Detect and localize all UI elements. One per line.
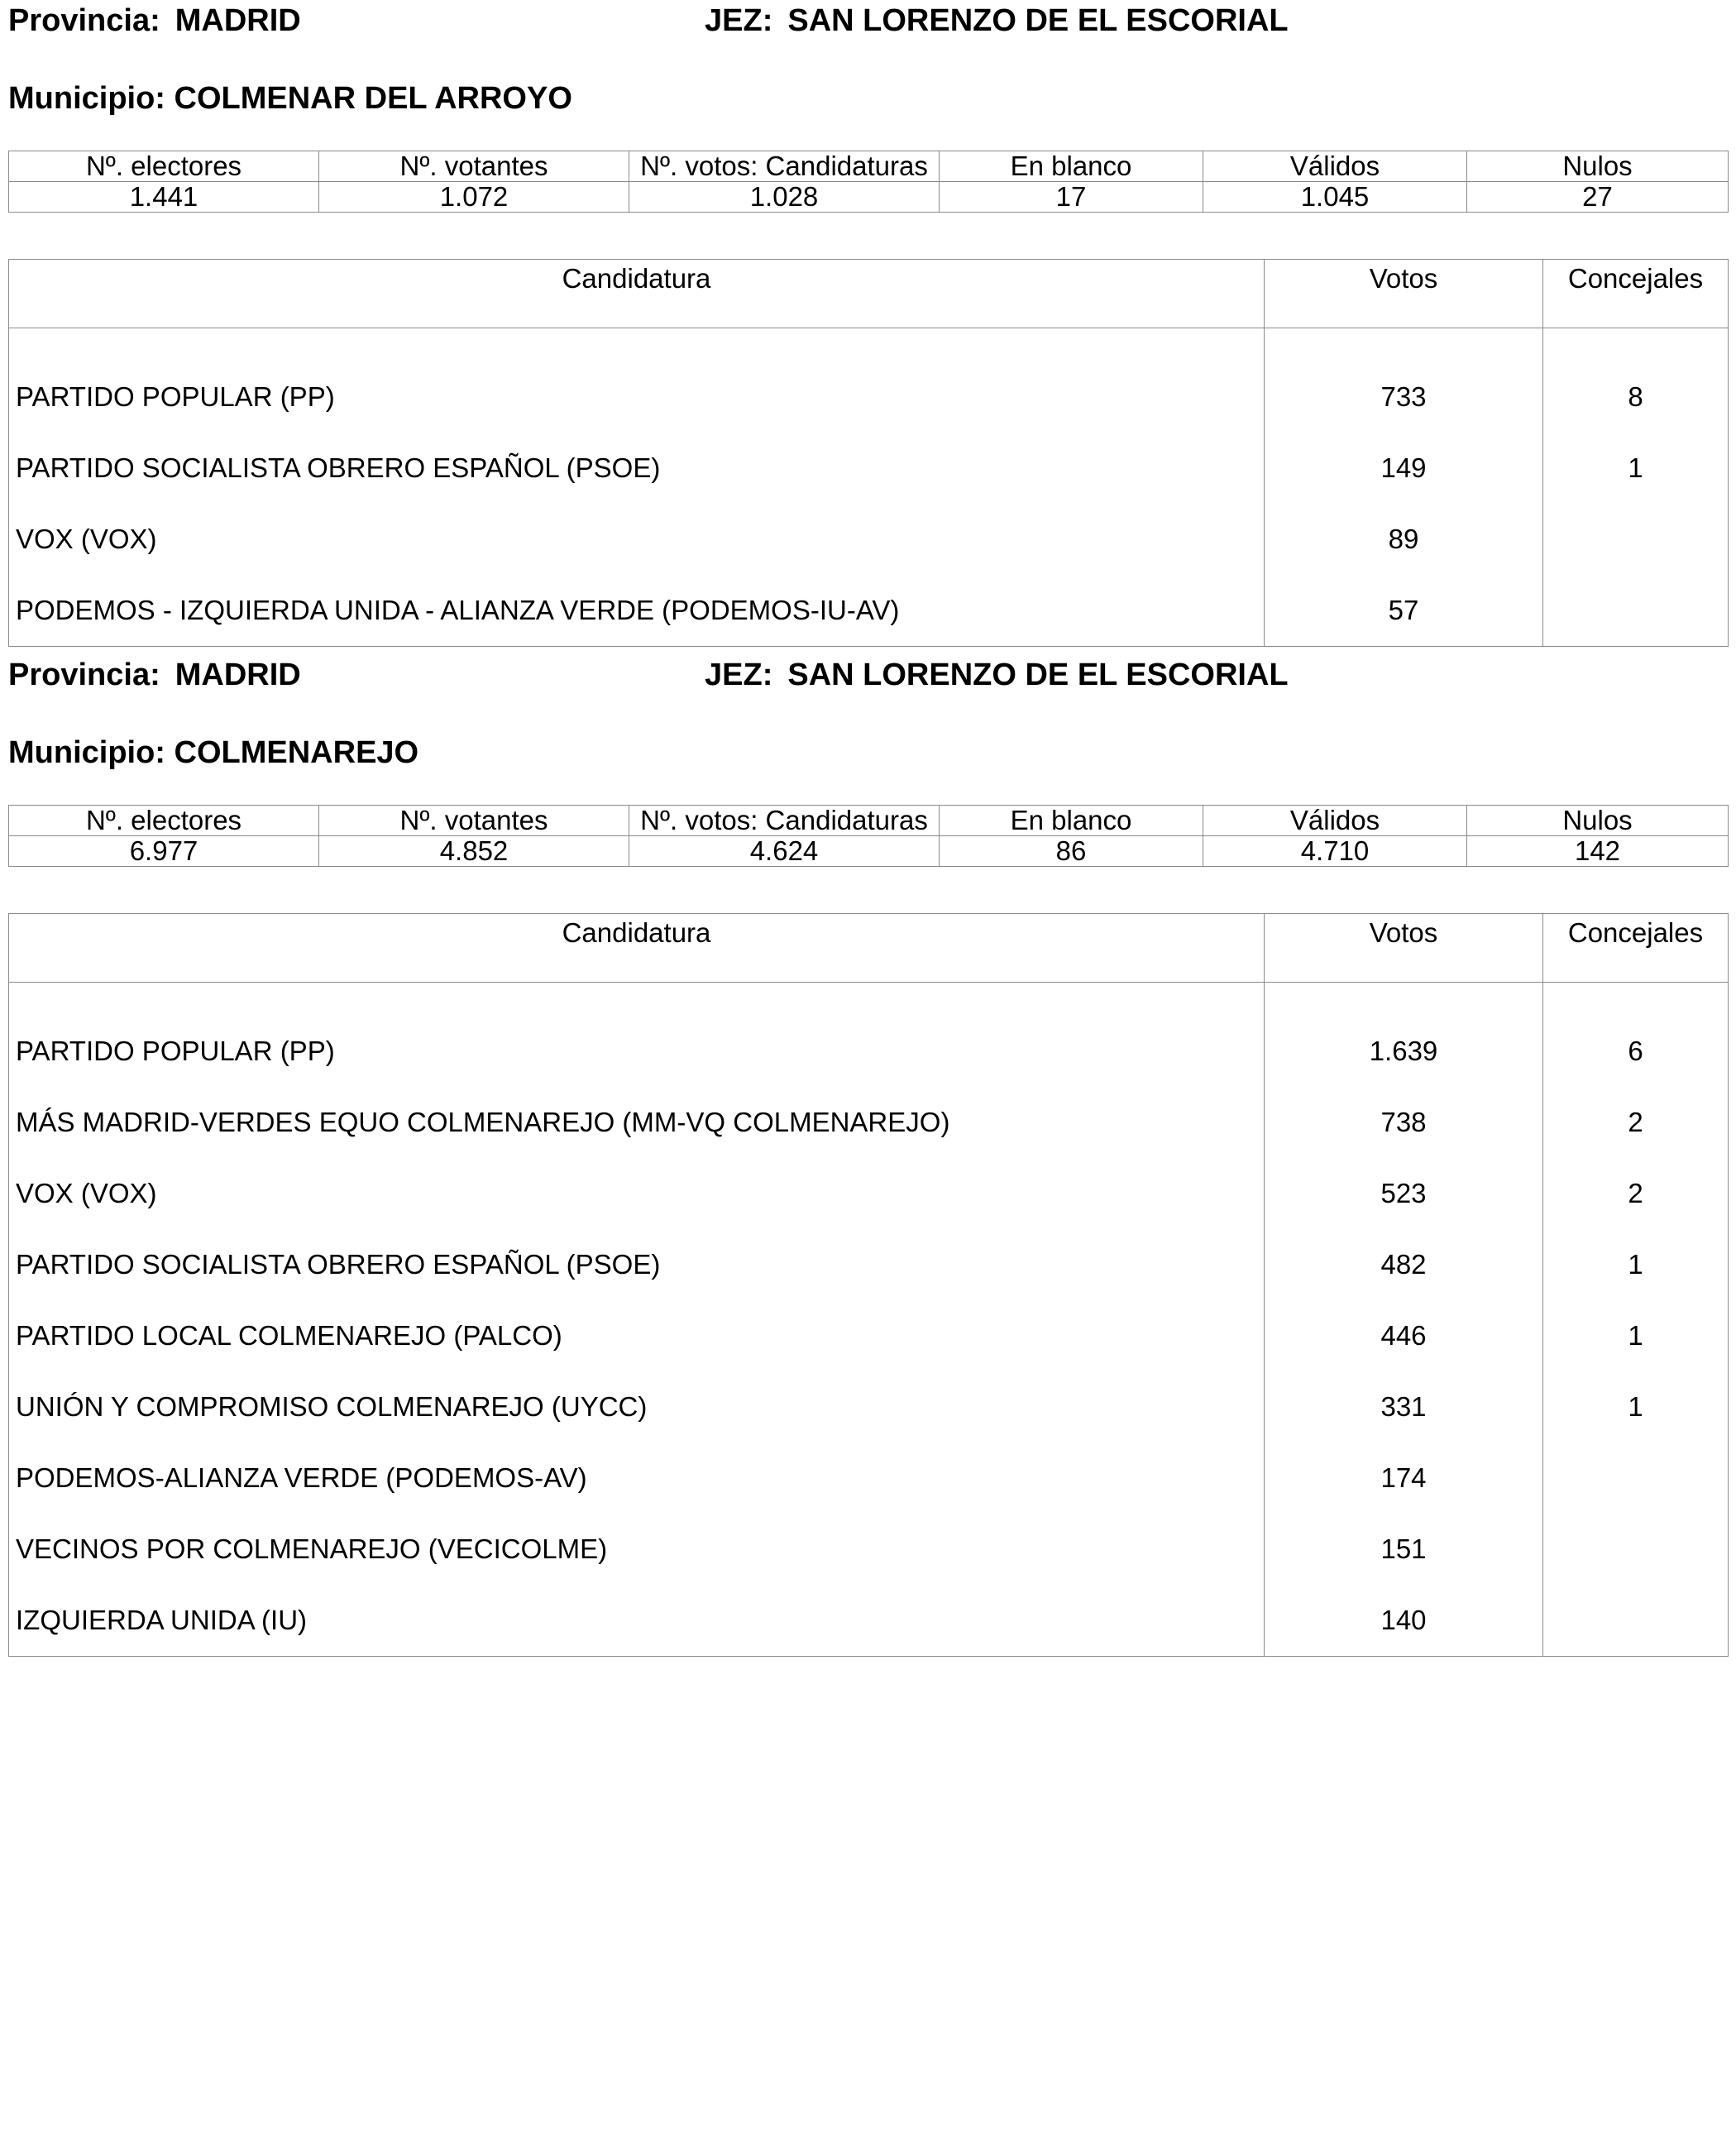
concejales-value: 1 [1628,1249,1643,1280]
candidatura-name: VECINOS POR COLMENAREJO (VECICOLME) [9,1514,1265,1585]
candidatura-name: PARTIDO POPULAR (PP) [9,328,1265,433]
table-row [9,1514,1729,1585]
summary-header-nulos: Nulos [1467,151,1729,182]
candidatura-name: PARTIDO POPULAR (PP) [9,983,1265,1088]
concejales-value: 1 [1628,1320,1643,1351]
summary-value-row [9,836,1729,867]
candidatura-name: PARTIDO SOCIALISTA OBRERO ESPAÑOL (PSOE) [9,1229,1265,1300]
results-header-votos: Votos [1265,914,1543,983]
summary-header-electores: Nº. electores [9,806,319,836]
candidatura-name: VOX (VOX) [9,504,1265,575]
summary-value-nulos: 27 [1467,182,1729,213]
jez-heading [705,659,1289,691]
votos-value: 149 [1265,433,1543,504]
results-header-concejales: Concejales [1543,260,1729,328]
table-row [9,575,1729,647]
results-header-candidatura: Candidatura [9,914,1265,983]
provincia-label: Provincia: [8,658,160,692]
table-row [9,1371,1729,1443]
candidatura-name: VOX (VOX) [9,1158,1265,1229]
votos-value: 140 [1265,1585,1543,1657]
summary-value-electores: 6.977 [9,836,319,867]
summary-header-validos: Válidos [1203,151,1467,182]
candidatura-name: PARTIDO SOCIALISTA OBRERO ESPAÑOL (PSOE) [9,433,1265,504]
concejales-value [1543,504,1729,575]
summary-header-row [9,806,1729,836]
concejales-value [1543,1443,1729,1514]
provincia-value: MADRID [175,658,301,692]
summary-value-electores: 1.441 [9,182,319,213]
summary-value-nulos: 142 [1467,836,1729,867]
municipio-value: COLMENAR DEL ARROYO [174,81,572,116]
results-header-concejales: Concejales [1543,914,1729,983]
candidatura-name: PODEMOS-ALIANZA VERDE (PODEMOS-AV) [9,1443,1265,1514]
concejales-value: 1 [1628,452,1643,483]
municipio-heading [8,83,572,114]
summary-table [8,151,1729,213]
summary-header-votantes: Nº. votantes [319,806,629,836]
votos-value: 331 [1265,1371,1543,1443]
concejales-value: 8 [1628,381,1643,412]
concejales-value: 2 [1628,1107,1643,1137]
concejales-value [1543,575,1729,647]
jez-value: SAN LORENZO DE EL ESCORIAL [787,3,1289,38]
provincia-heading [8,5,301,36]
candidatura-name: PARTIDO LOCAL COLMENAREJO (PALCO) [9,1300,1265,1371]
table-row [9,1585,1729,1657]
summary-value-validos: 4.710 [1203,836,1467,867]
municipio-heading [8,737,418,768]
summary-header-en-blanco: En blanco [940,806,1203,836]
table-row [9,1443,1729,1514]
municipio-label: Municipio: [8,81,165,116]
summary-header-validos: Válidos [1203,806,1467,836]
concejales-value [1543,1585,1729,1657]
votos-value: 57 [1265,575,1543,647]
summary-value-votos-candidaturas: 4.624 [629,836,940,867]
provincia-value: MADRID [175,3,301,38]
concejales-value: 1 [1628,1391,1643,1422]
summary-header-en-blanco: En blanco [940,151,1203,182]
candidatura-name: IZQUIERDA UNIDA (IU) [9,1585,1265,1657]
candidatura-name: MÁS MADRID-VERDES EQUO COLMENAREJO (MM-VQ COLMENAREJO) [9,1087,1265,1158]
summary-header-votantes: Nº. votantes [319,151,629,182]
table-row [9,433,1729,504]
concejales-value: 6 [1628,1036,1643,1066]
summary-table [8,805,1729,867]
results-header-candidatura: Candidatura [9,260,1265,328]
summary-value-votantes: 4.852 [319,836,629,867]
candidatura-name: UNIÓN Y COMPROMISO COLMENAREJO (UYCC) [9,1371,1265,1443]
summary-value-en-blanco: 86 [940,836,1203,867]
concejales-value: 2 [1628,1178,1643,1208]
votos-value: 446 [1265,1300,1543,1371]
votos-value: 523 [1265,1158,1543,1229]
municipality-section [8,0,1728,625]
table-row [9,1158,1729,1229]
results-header-row [9,260,1729,328]
summary-value-en-blanco: 17 [940,182,1203,213]
votos-value: 733 [1265,328,1543,433]
votos-value: 482 [1265,1229,1543,1300]
results-table [8,913,1729,1657]
votos-value: 174 [1265,1443,1543,1514]
summary-value-votos-candidaturas: 1.028 [629,182,940,213]
votos-value: 151 [1265,1514,1543,1585]
summary-header-votos-candidaturas: Nº. votos: Candidaturas [629,151,940,182]
table-row [9,1300,1729,1371]
summary-value-row [9,182,1729,213]
summary-value-validos: 1.045 [1203,182,1467,213]
provincia-label: Provincia: [8,3,160,38]
table-row [9,1229,1729,1300]
table-row [9,328,1729,433]
jez-heading [705,5,1289,36]
candidatura-name: PODEMOS - IZQUIERDA UNIDA - ALIANZA VERDE (PODEMOS-IU-AV) [9,575,1265,647]
summary-header-row [9,151,1729,182]
results-table [8,259,1729,647]
results-header-row [9,914,1729,983]
votos-value: 89 [1265,504,1543,575]
table-row [9,504,1729,575]
jez-label: JEZ: [705,3,773,38]
jez-value: SAN LORENZO DE EL ESCORIAL [787,658,1289,692]
provincia-heading [8,659,301,691]
summary-header-nulos: Nulos [1467,806,1729,836]
votos-value: 1.639 [1265,983,1543,1088]
table-row [9,983,1729,1088]
summary-header-votos-candidaturas: Nº. votos: Candidaturas [629,806,940,836]
jez-label: JEZ: [705,658,773,692]
municipality-section [8,654,1728,1635]
results-header-votos: Votos [1265,260,1543,328]
municipio-label: Municipio: [8,735,165,770]
concejales-value [1543,1514,1729,1585]
table-row [9,1087,1729,1158]
summary-header-electores: Nº. electores [9,151,319,182]
municipio-value: COLMENAREJO [174,735,419,770]
votos-value: 738 [1265,1087,1543,1158]
summary-value-votantes: 1.072 [319,182,629,213]
